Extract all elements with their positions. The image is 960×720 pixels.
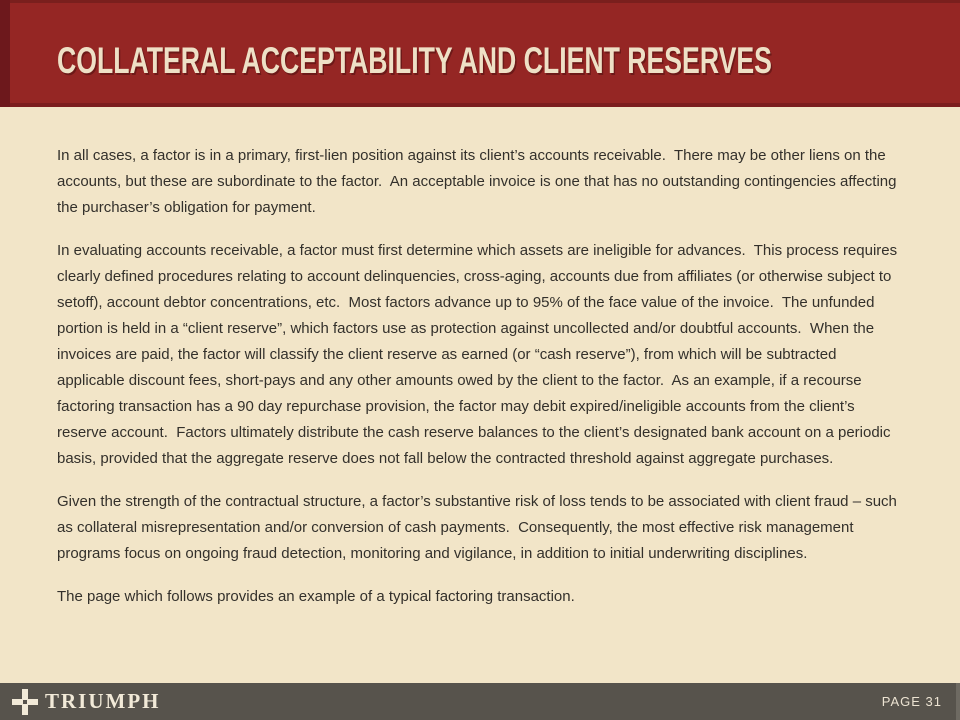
page-title: COLLATERAL ACCEPTABILITY AND CLIENT RESERVES (57, 40, 772, 81)
paragraph-3: Given the strength of the contractual structure, a factor’s substantive risk of loss tends to be associated with client fraud – such as collateral misrepresentation and/or conversion of cash payments. Consequently, the most effective risk management programs focus on ongoing fraud detection, monitoring and vigilance, in addition to initial underwriting disciplines. (57, 493, 902, 562)
header-top-accent (0, 0, 960, 3)
title-bar (0, 0, 960, 107)
header-left-accent (0, 0, 10, 107)
paragraph-1: In all cases, a factor is in a primary, first-lien position against its client’s accounts receivable. There may be other liens on the accounts, but these are subordinate to the factor. An acceptable invoice is one that has no outstanding contingencies affecting the purchaser’s obligation for payment. (57, 147, 901, 216)
page-number: PAGE 31 (881, 694, 942, 709)
triumph-logo (12, 689, 161, 715)
paragraph-2: In evaluating accounts receivable, a factor must first determine which assets are ineligible for advances. This process requires clearly defined procedures relating to account delinquencies, cross-aging, accounts due from affiliates (or otherwise subject to setoff), account debtor concentrations, etc. Most factors advance up to 95% of the face value of the invoice. The unfunded portion is held in a “client reserve”, which factors use as protection against uncollected and/or doubtful accounts. When the invoices are paid, the factor will classify the client reserve as earned (or “cash reserve”), from which will be subtracted applicable discount fees, short-pays and any other amounts owed by the client to the factor. As an example, if a recourse factoring transaction has a 90 day repurchase provision, the factor may debit expired/ineligible accounts from the client’s reserve account. Factors ultimately distribute the cash reserve balances to the client’s designated bank account on a periodic basis, provided that the aggregate reserve does not fall below the contracted threshold against aggregate purchases. (57, 242, 902, 467)
triumph-cross-icon (12, 689, 38, 715)
slide-body (0, 107, 960, 683)
logo-text: TRIUMPH (45, 689, 161, 713)
paragraph-4: The page which follows provides an example of a typical factoring transaction. (57, 588, 575, 605)
footer-bar (0, 683, 960, 720)
